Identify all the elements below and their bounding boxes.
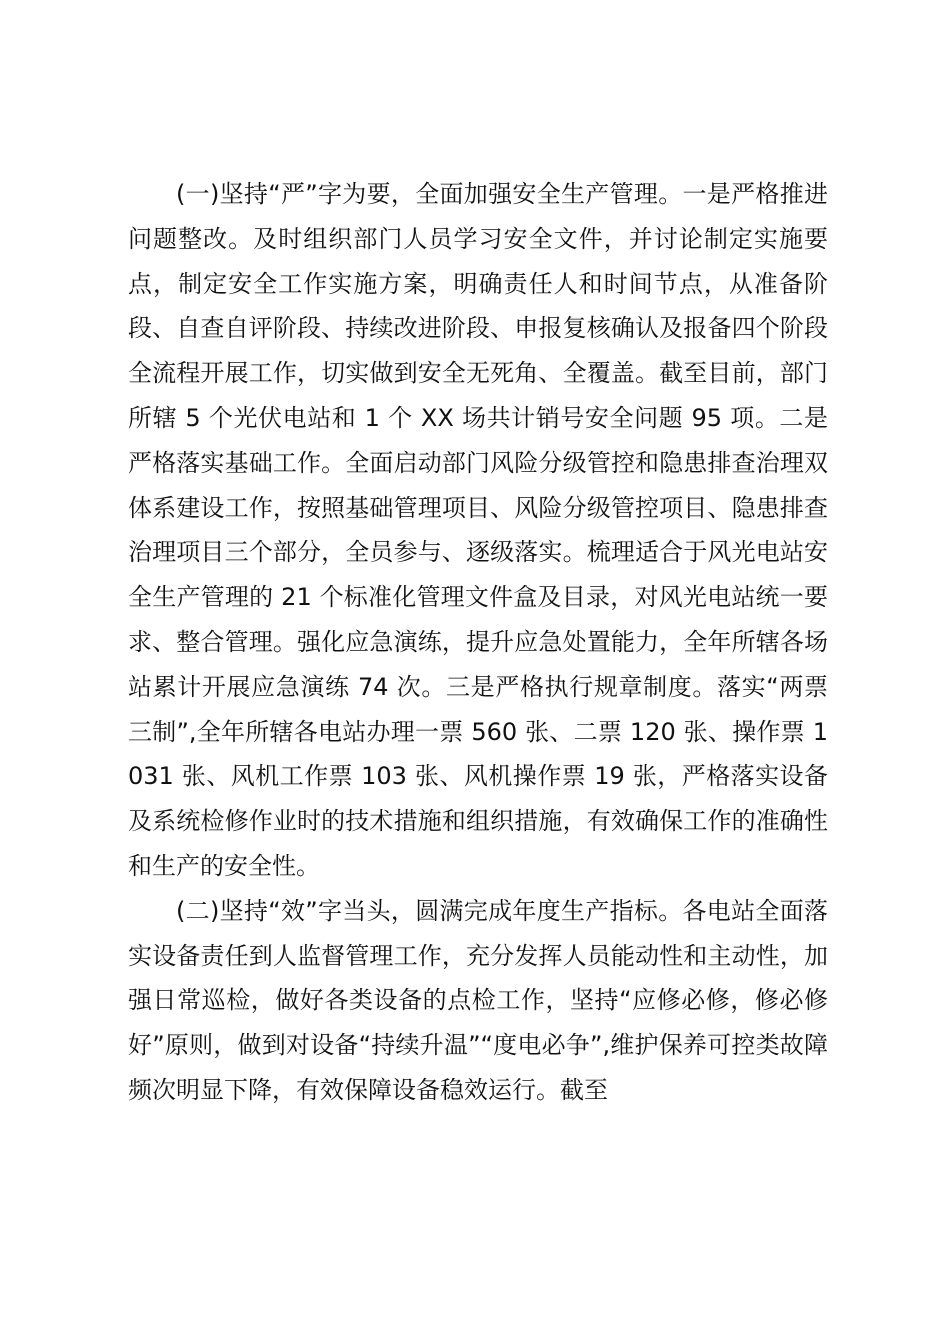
paragraph-safety-management: (一)坚持“严”字为要，全面加强安全生产管理。一是严格推进问题整改。及时组织部门人员学习安全文件，并讨论制定实施要点，制定安全工作实施方案，明确责任人和时间节点，从准备阶段、自查自评阶段、持续改进阶段、申报复核确认及报备四个阶段全流程开展工作，切实做到安全无死角、全覆盖。截至目前，部门所辖 5 个光伏电站和 1 个 XX 场共计销号安全问题 95 项。二是严格落实基础工作。全面启动部门风险分级管控和隐患排查治理双体系建设工作，按照基础管理项目、风险分级管控项目、隐患排查治理项目三个部分，全员参与、逐级落实。梳理适合于风光电站安全生产管理的 21 个标准化管理文件盒及目录，对风光电站统一要求、整合管理。强化应急演练，提升应急处置能力，全年所辖各场站累计开展应急演练 74 次。三是严格执行规章制度。落实“两票三制”,全年所辖各电站办理一票 560 张、二票 120 张、操作票 1031 张、风机工作票 103 张、风机操作票 19 张，严格落实设备及系统检修作业时的技术措施和组织措施，有效确保工作的准确性和生产的安全性。 [128, 180, 828, 880]
document-body [128, 172, 828, 1113]
paragraph-production-targets: (二)坚持“效”字当头，圆满完成年度生产指标。各电站全面落实设备责任到人监督管理工作，充分发挥人员能动性和主动性，加强日常巡检，做好各类设备的点检工作，坚持“应修必修，修必修好”原则，做到对设备“持续升温”“度电必争”,维护保养可控类故障频次明显下降，有效保障设备稳效运行。截至 [128, 896, 828, 1104]
